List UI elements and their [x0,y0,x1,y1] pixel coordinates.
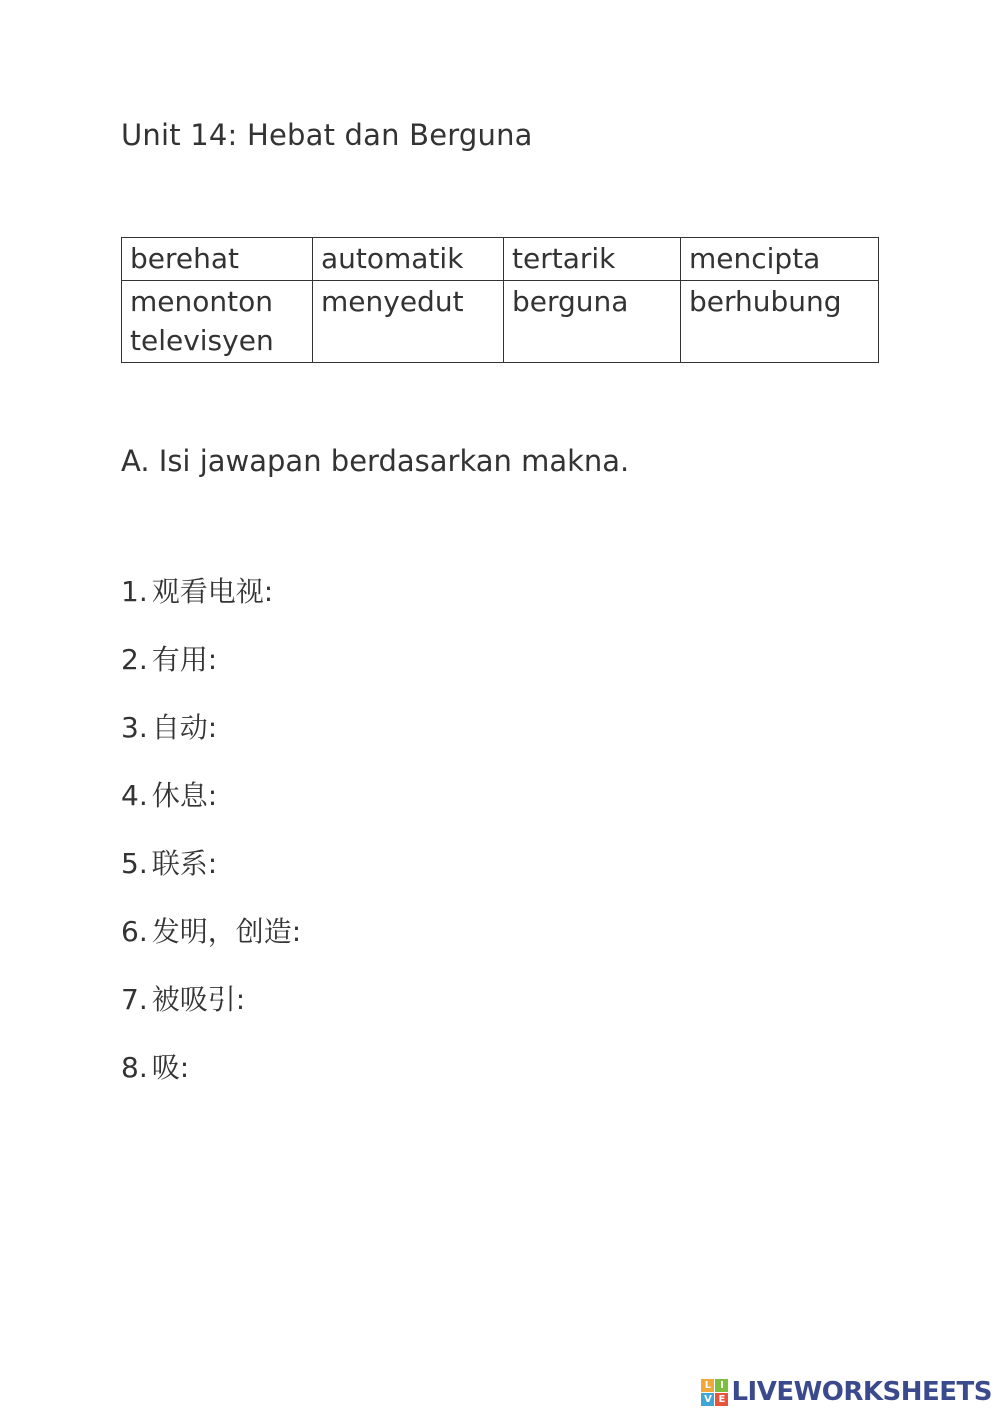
logo-letter: E [715,1393,728,1406]
question-number: 7. [121,983,148,1016]
question-item [121,570,710,638]
table-cell: berguna [504,281,681,363]
answer-field[interactable] [226,714,626,744]
answer-field[interactable] [226,782,626,812]
question-prompt: 联系: [151,847,218,880]
table-cell: berehat [122,238,313,281]
word-bank-table [121,237,879,363]
worksheet-title: Unit 14: Hebat dan Berguna [121,118,533,152]
logo-letter: I [715,1379,728,1392]
question-number: 4. [121,779,148,812]
question-number: 5. [121,847,148,880]
answer-field[interactable] [282,578,682,608]
question-number: 3. [121,711,148,744]
table-cell: mencipta [681,238,879,281]
question-prompt: 自动: [151,711,218,744]
question-item [121,706,710,774]
answer-field[interactable] [254,986,654,1016]
logo-letter: L [701,1379,714,1392]
question-number: 2. [121,643,148,676]
answer-field[interactable] [198,1054,598,1084]
question-prompt: 吸: [151,1051,190,1084]
question-number: 6. [121,915,148,948]
liveworksheets-logo-icon [701,1379,728,1406]
answer-field[interactable] [310,918,710,948]
question-item [121,910,710,978]
answer-field[interactable] [226,646,626,676]
table-cell: menyedut [313,281,504,363]
question-item [121,638,710,706]
brand-wordmark: LIVEWORKSHEETS [731,1377,992,1407]
question-item [121,774,710,842]
table-row [122,238,879,281]
question-item [121,978,710,1046]
question-list [121,570,710,1114]
question-item [121,842,710,910]
question-item [121,1046,710,1114]
answer-field[interactable] [226,850,626,880]
question-prompt: 被吸引: [151,983,246,1016]
question-prompt: 有用: [151,643,218,676]
table-cell: berhubung [681,281,879,363]
question-prompt: 发明，创造: [151,915,302,948]
table-cell: automatik [313,238,504,281]
question-number: 8. [121,1051,148,1084]
liveworksheets-brand [701,1377,992,1407]
table-cell: tertarik [504,238,681,281]
table-row [122,281,879,363]
table-cell: menonton televisyen [122,281,313,363]
question-prompt: 休息: [151,779,218,812]
question-number: 1. [121,575,148,608]
question-prompt: 观看电视: [151,575,274,608]
instruction-heading: A. Isi jawapan berdasarkan makna. [121,444,630,478]
logo-letter: V [701,1393,714,1406]
